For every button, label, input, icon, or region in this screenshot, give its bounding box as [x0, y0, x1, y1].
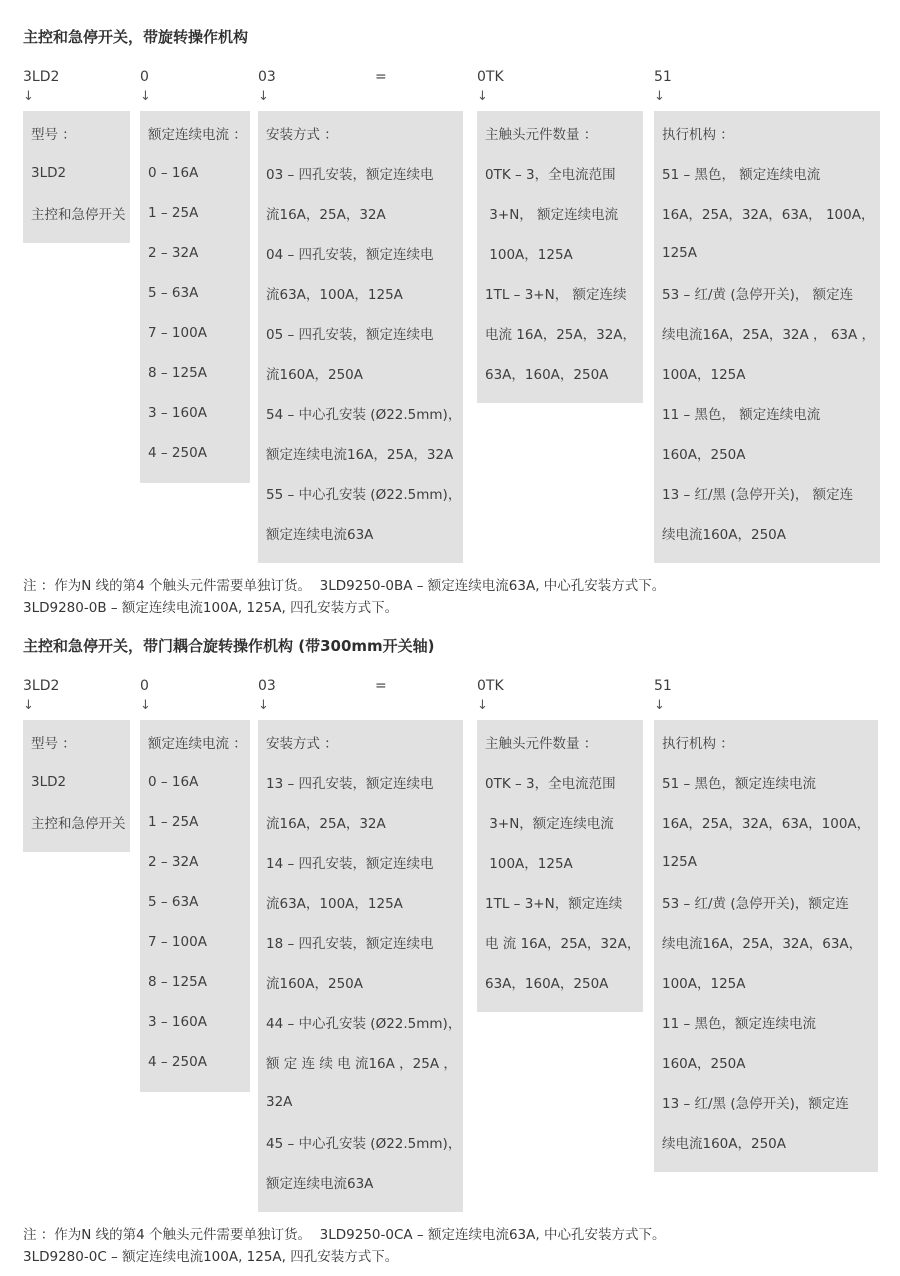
text-line: 额 定 连 续 电 流16A ，25A ，: [266, 1056, 457, 1072]
code-value-actuator: 51: [654, 69, 672, 85]
column-lines: [485, 762, 641, 1002]
note-line: 注 ：作为N 线的第4 个触头元件需要单独订货。 3LD9250-0BA – 额定连续电流63A, 中心孔安装方式下。: [23, 578, 666, 594]
legend-columns: [23, 111, 877, 563]
text-line: 3LD2: [31, 165, 67, 181]
text-line: 3+N， 额定连续电流: [485, 207, 619, 223]
text-line: 55 – 中心孔安装 (Ø22.5mm)，: [266, 487, 462, 503]
column-actuator: [654, 720, 878, 1172]
column-lines: [31, 153, 126, 233]
text-line: 51 – 黑色，额定连续电流: [662, 776, 817, 792]
section-rotary-mechanism: [23, 30, 877, 617]
column-lines: [31, 762, 126, 842]
text-line: 5 – 63A: [148, 894, 199, 910]
text-line: 流16A，25A，32A: [266, 207, 386, 223]
text-line: 160A，250A: [662, 447, 746, 463]
text-line: 32A: [266, 1094, 293, 1110]
text-line: 2 – 32A: [148, 245, 199, 261]
text-line: 54 – 中心孔安装 (Ø22.5mm)，: [266, 407, 462, 423]
down-arrow-icon: ↓: [23, 698, 34, 713]
section-notes: [23, 573, 877, 617]
code-value-mounting: 03: [258, 678, 276, 694]
code-value-contacts: 0TK: [477, 678, 504, 694]
section-title: 主控和急停开关，带旋转操作机构: [23, 28, 249, 46]
column-main-contacts: [477, 720, 643, 1012]
column-header: 主触头元件数量 ：: [485, 736, 598, 752]
column-header: 主触头元件数量 ：: [485, 127, 598, 143]
code-value-actuator: 51: [654, 678, 672, 694]
text-line: 13 – 红/黑 (急停开关)，额定连: [662, 1096, 849, 1112]
text-line: 续电流160A，250A: [662, 527, 787, 543]
text-line: 0TK – 3，全电流范围: [485, 167, 616, 183]
column-header: 安装方式 ：: [266, 736, 338, 752]
code-segment-mounting: [258, 676, 276, 716]
text-line: 续电流16A，25A，32A，63A，: [662, 936, 863, 952]
text-line: 3LD2: [31, 774, 67, 790]
code-value-current: 0: [140, 69, 149, 85]
code-segment-equals: [375, 67, 387, 87]
text-line: 14 – 四孔安装，额定连续电: [266, 856, 434, 872]
section-notes: [23, 1222, 877, 1266]
text-line: 0 – 16A: [148, 774, 199, 790]
text-line: 1 – 25A: [148, 205, 199, 221]
code-segment-current: [140, 676, 151, 716]
column-lines: [266, 762, 462, 1202]
text-line: 7 – 100A: [148, 934, 207, 950]
column-header: 型号 ：: [31, 127, 76, 143]
text-line: 2 – 32A: [148, 854, 199, 870]
column-lines: [148, 762, 242, 1082]
text-line: 100A，125A: [662, 367, 746, 383]
text-line: 05 – 四孔安装，额定连续电: [266, 327, 434, 343]
down-arrow-icon: ↓: [140, 698, 151, 713]
text-line: 3 – 160A: [148, 1014, 207, 1030]
text-line: 主控和急停开关: [31, 207, 126, 223]
text-line: 13 – 红/黑 (急停开关)， 额定连: [662, 487, 854, 503]
code-value-model: 3LD2: [23, 69, 60, 85]
text-line: 11 – 黑色，额定连续电流: [662, 1016, 817, 1032]
column-model: [23, 720, 130, 852]
code-segment-current: [140, 67, 151, 107]
text-line: 63A，160A，250A: [485, 976, 609, 992]
text-line: 1TL – 3+N， 额定连续: [485, 287, 627, 303]
column-rated-current: [140, 720, 250, 1092]
text-line: 125A: [662, 245, 698, 261]
text-line: 额定连续电流16A，25A，32A: [266, 447, 454, 463]
equals-sign: =: [375, 69, 387, 85]
section-title: 主控和急停开关，带门耦合旋转操作机构 (带300mm开关轴): [23, 637, 435, 655]
code-segment-contacts: [477, 676, 504, 716]
column-header: 额定连续电流 ：: [148, 127, 247, 143]
column-lines: [485, 153, 635, 393]
column-actuator: [654, 111, 880, 563]
code-segment-mounting: [258, 67, 276, 107]
down-arrow-icon: ↓: [654, 89, 665, 104]
text-line: 03 – 四孔安装，额定连续电: [266, 167, 434, 183]
text-line: 流160A，250A: [266, 976, 364, 992]
text-line: 11 – 黑色， 额定连续电流: [662, 407, 821, 423]
text-line: 3+N，额定连续电流: [485, 816, 614, 832]
text-line: 8 – 125A: [148, 974, 207, 990]
text-line: 0TK – 3，全电流范围: [485, 776, 616, 792]
column-header: 执行机构 ：: [662, 736, 734, 752]
text-line: 51 – 黑色， 额定连续电流: [662, 167, 821, 183]
text-line: 1 – 25A: [148, 814, 199, 830]
text-line: 额定连续电流63A: [266, 527, 374, 543]
text-line: 44 – 中心孔安装 (Ø22.5mm)，: [266, 1016, 462, 1032]
order-code-row: [23, 67, 877, 111]
note-line: 3LD9280-0C – 额定连续电流100A, 125A, 四孔安装方式下。: [23, 1249, 399, 1265]
code-segment-actuator: [654, 67, 672, 107]
text-line: 4 – 250A: [148, 1054, 207, 1070]
note-line: 注 ：作为N 线的第4 个触头元件需要单独订货。 3LD9250-0CA – 额定连续电流63A, 中心孔安装方式下。: [23, 1227, 666, 1243]
down-arrow-icon: ↓: [258, 698, 269, 713]
code-segment-model: [23, 676, 59, 716]
text-line: 流63A，100A，125A: [266, 896, 403, 912]
text-line: 100A，125A: [662, 976, 746, 992]
section-door-coupling-mechanism: [23, 639, 877, 1266]
text-line: 续电流16A，25A，32A ， 63A ，: [662, 327, 876, 343]
text-line: 主控和急停开关: [31, 816, 126, 832]
down-arrow-icon: ↓: [140, 89, 151, 104]
text-line: 流63A，100A，125A: [266, 287, 403, 303]
column-header: 额定连续电流 ：: [148, 736, 247, 752]
text-line: 125A: [662, 854, 698, 870]
text-line: 3 – 160A: [148, 405, 207, 421]
code-segment-equals: [375, 676, 387, 696]
column-header: 安装方式 ：: [266, 127, 338, 143]
text-line: 63A，160A，250A: [485, 367, 609, 383]
column-main-contacts: [477, 111, 643, 403]
code-value-mounting: 03: [258, 69, 276, 85]
text-line: 流16A，25A，32A: [266, 816, 386, 832]
column-lines: [662, 153, 876, 553]
text-line: 04 – 四孔安装，额定连续电: [266, 247, 434, 263]
down-arrow-icon: ↓: [258, 89, 269, 104]
column-lines: [662, 762, 870, 1162]
down-arrow-icon: ↓: [23, 89, 34, 104]
text-line: 1TL – 3+N，额定连续: [485, 896, 623, 912]
text-line: 18 – 四孔安装，额定连续电: [266, 936, 434, 952]
code-value-contacts: 0TK: [477, 69, 504, 85]
down-arrow-icon: ↓: [654, 698, 665, 713]
down-arrow-icon: ↓: [477, 89, 488, 104]
column-mounting-type: [258, 111, 463, 563]
code-value-model: 3LD2: [23, 678, 60, 694]
order-code-row: [23, 676, 877, 720]
column-model: [23, 111, 130, 243]
text-line: 电流 16A，25A，32A，: [485, 327, 637, 343]
text-line: 16A，25A，32A，63A，100A，: [662, 816, 871, 832]
code-segment-model: [23, 67, 59, 107]
text-line: 16A，25A，32A，63A， 100A，: [662, 207, 875, 223]
equals-sign: =: [375, 678, 387, 694]
text-line: 7 – 100A: [148, 325, 207, 341]
text-line: 160A，250A: [662, 1056, 746, 1072]
code-segment-contacts: [477, 67, 504, 107]
column-lines: [148, 153, 242, 473]
text-line: 100A，125A: [485, 856, 573, 872]
text-line: 100A，125A: [485, 247, 573, 263]
text-line: 额定连续电流63A: [266, 1176, 374, 1192]
down-arrow-icon: ↓: [477, 698, 488, 713]
text-line: 4 – 250A: [148, 445, 207, 461]
text-line: 8 – 125A: [148, 365, 207, 381]
column-header: 型号 ：: [31, 736, 76, 752]
text-line: 0 – 16A: [148, 165, 199, 181]
text-line: 5 – 63A: [148, 285, 199, 301]
column-lines: [266, 153, 462, 553]
code-segment-actuator: [654, 676, 672, 716]
text-line: 续电流160A，250A: [662, 1136, 787, 1152]
legend-columns: [23, 720, 877, 1212]
text-line: 53 – 红/黄 (急停开关)，额定连: [662, 896, 849, 912]
text-line: 电 流 16A，25A，32A，: [485, 936, 641, 952]
column-rated-current: [140, 111, 250, 483]
text-line: 53 – 红/黄 (急停开关)， 额定连: [662, 287, 854, 303]
note-line: 3LD9280-0B – 额定连续电流100A, 125A, 四孔安装方式下。: [23, 600, 399, 616]
column-mounting-type: [258, 720, 463, 1212]
column-header: 执行机构 ：: [662, 127, 734, 143]
text-line: 45 – 中心孔安装 (Ø22.5mm)，: [266, 1136, 462, 1152]
text-line: 13 – 四孔安装，额定连续电: [266, 776, 434, 792]
text-line: 流160A，250A: [266, 367, 364, 383]
code-value-current: 0: [140, 678, 149, 694]
